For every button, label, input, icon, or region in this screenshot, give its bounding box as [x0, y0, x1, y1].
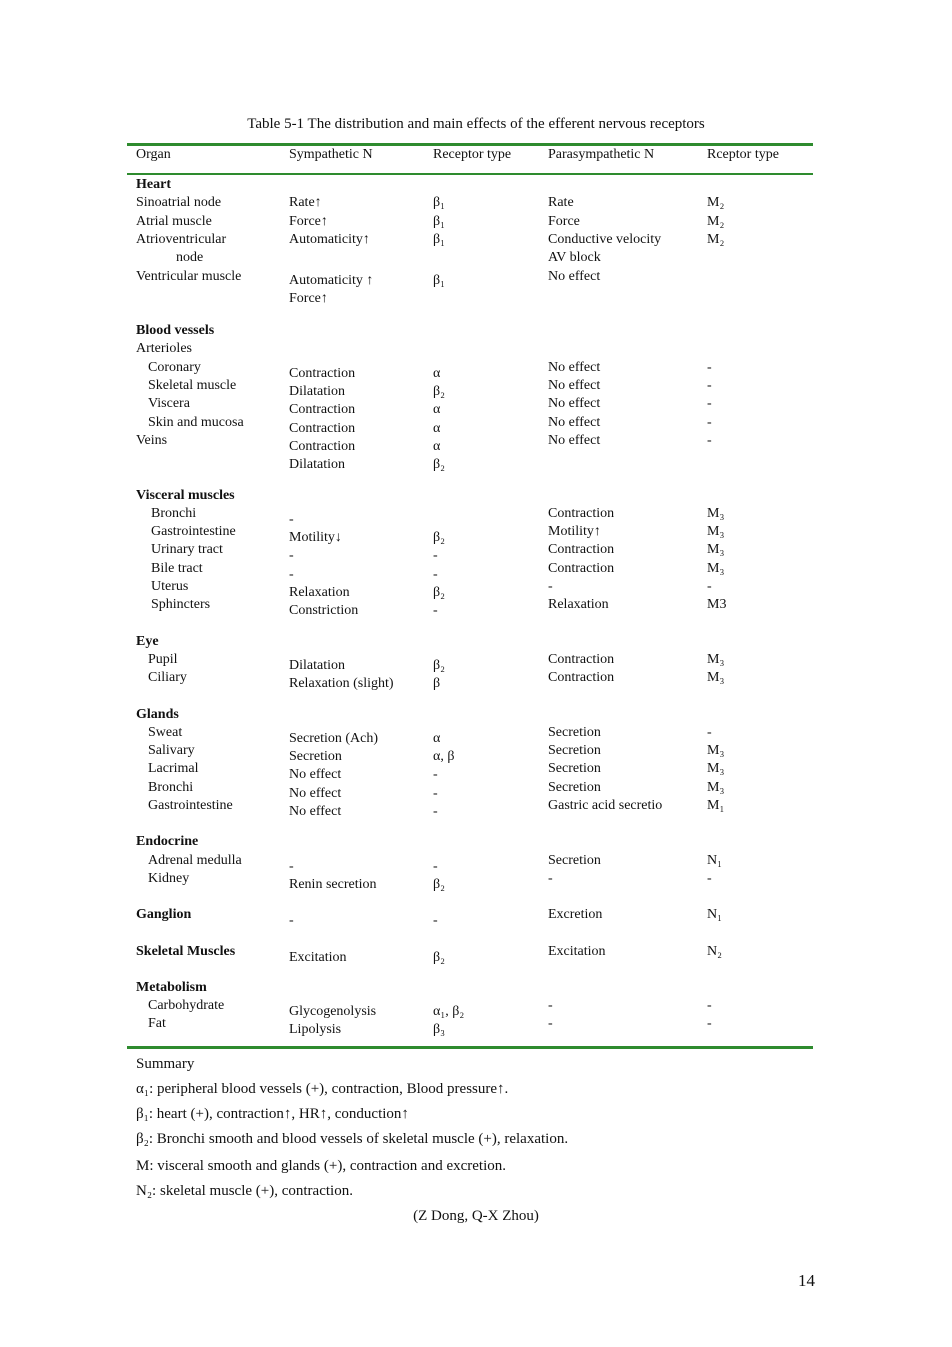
sympathetic-effect-cell: Relaxation (slight) [289, 676, 394, 692]
parasympathetic-receptor-cell: N₁ [707, 907, 722, 923]
summary-title: Summary [136, 1056, 195, 1072]
sympathetic-effect-cell: Secretion [289, 749, 342, 765]
sympathetic-effect-cell: Dilatation [289, 384, 345, 399]
parasympathetic-effect-cell: No effect [548, 359, 601, 375]
parasympathetic-effect-cell: Contraction [548, 542, 615, 558]
parasympathetic-effect-cell: Relaxation [548, 597, 609, 613]
sympathetic-receptor-cell: - [433, 804, 438, 819]
page-number: 14 [798, 1271, 815, 1290]
parasympathetic-effect-cell: No effect [548, 414, 601, 430]
organ-cell: Veins [136, 432, 168, 448]
organ-cell: Ventricular muscle [136, 268, 242, 284]
top-rule [127, 143, 813, 146]
sympathetic-effect-cell: - [289, 913, 294, 929]
parasympathetic-effect-cell: Contraction [548, 651, 615, 667]
sympathetic-receptor-cell: - [433, 603, 438, 619]
parasympathetic-effect-cell: Contraction [548, 505, 615, 521]
organ-cell: Pupil [148, 651, 178, 667]
parasympathetic-effect-cell: Secretion [548, 779, 601, 795]
section-heading: Skeletal Muscles [136, 943, 236, 959]
sympathetic-effect-cell: Automaticity↑ [289, 231, 370, 247]
sympathetic-receptor-cell: α [433, 365, 441, 381]
sympathetic-receptor-cell: - [433, 858, 438, 874]
sympathetic-effect-cell: Dilatation [289, 457, 345, 473]
parasympathetic-receptor-cell: M₃ [707, 542, 725, 558]
summary-line: β₁: heart (+), contraction↑, HR↑, conduction↑ [136, 1106, 409, 1122]
sympathetic-effect-cell: Contraction [289, 402, 356, 418]
sympathetic-effect-cell: - [289, 548, 294, 564]
parasympathetic-effect-cell: Excretion [548, 907, 603, 923]
parasympathetic-receptor-cell: M₃ [707, 779, 725, 795]
parasympathetic-receptor-cell: - [707, 870, 712, 886]
organ-cell: Arterioles [136, 341, 192, 357]
parasympathetic-effect-cell: Secretion [548, 743, 601, 759]
sympathetic-effect-cell: No effect [289, 767, 342, 783]
sympathetic-receptor-cell: β₂ [433, 876, 446, 892]
sympathetic-effect-cell: Excitation [289, 949, 347, 965]
organ-cell: Ciliary [148, 670, 187, 686]
sympathetic-effect-cell: Glycogenolysis [289, 1004, 377, 1020]
sympathetic-receptor-cell: - [433, 566, 438, 582]
parasympathetic-receptor-cell: - [707, 359, 712, 375]
header-sympathetic: Sympathetic N [289, 147, 373, 162]
organ-cell: Coronary [148, 359, 201, 375]
parasympathetic-effect-cell: Force [548, 213, 580, 229]
sympathetic-effect-cell: Lipolysis [289, 1022, 342, 1038]
section-heading: Glands [136, 706, 179, 722]
sympathetic-receptor-cell: α [433, 420, 441, 436]
sympathetic-effect-cell: Renin secretion [289, 876, 377, 892]
parasympathetic-effect-cell: No effect [548, 268, 601, 284]
sympathetic-effect-cell: Contraction [289, 365, 356, 381]
parasympathetic-receptor-cell: - [707, 724, 712, 740]
parasympathetic-receptor-cell: - [707, 396, 712, 412]
parasympathetic-effect-cell: - [548, 1016, 553, 1032]
parasympathetic-receptor-cell: M₃ [707, 505, 725, 521]
sympathetic-effect-cell: - [289, 858, 294, 874]
organ-cell: Lacrimal [148, 761, 199, 777]
organ-cell: Gastrointestine [148, 798, 233, 813]
parasympathetic-receptor-cell: M3 [707, 597, 727, 613]
section-heading: Blood vessels [136, 323, 215, 339]
parasympathetic-receptor-cell: - [707, 378, 712, 393]
parasympathetic-receptor-cell: M₂ [707, 231, 725, 247]
sympathetic-effect-cell: No effect [289, 804, 342, 819]
sympathetic-receptor-cell: β₂ [433, 657, 446, 673]
parasympathetic-receptor-cell: M₁ [707, 798, 725, 813]
parasympathetic-receptor-cell: M₃ [707, 743, 725, 759]
parasympathetic-receptor-cell: M₂ [707, 195, 725, 211]
parasympathetic-receptor-cell: - [707, 414, 712, 430]
organ-cell: Adrenal medulla [148, 852, 242, 868]
sympathetic-effect-cell: - [289, 511, 294, 527]
sympathetic-receptor-cell: β₁ [433, 195, 446, 211]
parasympathetic-receptor-cell: N₂ [707, 943, 722, 959]
sympathetic-receptor-cell: - [433, 767, 438, 783]
summary-line: α₁: peripheral blood vessels (+), contraction, Blood pressure↑. [136, 1081, 509, 1097]
parasympathetic-effect-cell: Contraction [548, 670, 615, 686]
parasympathetic-receptor-cell: N₁ [707, 852, 722, 868]
parasympathetic-receptor-cell: - [707, 579, 712, 594]
parasympathetic-receptor-cell: M₂ [707, 213, 725, 229]
parasympathetic-effect-cell: Excitation [548, 943, 606, 959]
sympathetic-effect-cell: No effect [289, 785, 342, 801]
sympathetic-receptor-cell: β₁ [433, 231, 446, 247]
section-heading: Ganglion [136, 907, 192, 923]
parasympathetic-effect-cell: Gastric acid secretio [548, 798, 663, 813]
parasympathetic-effect-cell: No effect [548, 432, 601, 448]
header-receptor-type: Receptor type [433, 147, 512, 162]
parasympathetic-receptor-cell: M₃ [707, 524, 725, 540]
parasympathetic-effect-cell: - [548, 579, 553, 594]
sympathetic-receptor-cell: β₂ [433, 457, 446, 473]
parasympathetic-effect-cell: No effect [548, 378, 601, 393]
sympathetic-receptor-cell: - [433, 785, 438, 801]
section-heading: Eye [136, 633, 159, 649]
sympathetic-effect-cell: Rate↑ [289, 195, 322, 211]
parasympathetic-receptor-cell: - [707, 432, 712, 448]
organ-cell: Sphincters [151, 597, 211, 613]
parasympathetic-receptor-cell: M₃ [707, 560, 725, 576]
parasympathetic-effect-cell: - [548, 870, 553, 886]
sympathetic-receptor-cell: α₁, β₂ [433, 1004, 465, 1020]
parasympathetic-effect-cell: Secretion [548, 761, 601, 777]
sympathetic-effect-cell: - [289, 566, 294, 582]
sympathetic-effect-cell: Contraction [289, 438, 356, 454]
parasympathetic-effect-cell: No effect [548, 396, 601, 412]
organ-cell: Atrioventricular [136, 231, 227, 247]
parasympathetic-effect-cell: Conductive velocity [548, 231, 662, 247]
sympathetic-receptor-cell: β₁ [433, 213, 446, 229]
organ-cell: Sweat [148, 724, 183, 740]
section-heading: Metabolism [136, 979, 207, 995]
sympathetic-receptor-cell: β₂ [433, 949, 446, 965]
sympathetic-receptor-cell: α [433, 402, 441, 418]
parasympathetic-receptor-cell: M₃ [707, 761, 725, 777]
sympathetic-effect-cell: Contraction [289, 420, 356, 436]
organ-cell: Viscera [148, 396, 190, 412]
organ-cell: Gastrointestine [151, 524, 236, 540]
sympathetic-receptor-cell: - [433, 548, 438, 564]
parasympathetic-receptor-cell: M₃ [707, 670, 725, 686]
organ-cell: Sinoatrial node [136, 195, 222, 211]
organ-cell: Skeletal muscle [148, 378, 237, 393]
sympathetic-receptor-cell: β₂ [433, 530, 446, 546]
header-rceptor-type: Rceptor type [707, 147, 779, 162]
sympathetic-receptor-cell: β₃ [433, 1022, 446, 1038]
organ-cell: Urinary tract [151, 542, 223, 558]
parasympathetic-receptor-cell: M₃ [707, 651, 725, 667]
parasympathetic-effect-cell: AV block [548, 250, 601, 266]
section-heading: Heart [136, 177, 171, 192]
sympathetic-receptor-cell: β₂ [433, 585, 446, 600]
parasympathetic-effect-cell: Motility↑ [548, 524, 601, 540]
parasympathetic-effect-cell: Secretion [548, 724, 601, 740]
sympathetic-effect-cell: Force↑ [289, 213, 328, 229]
parasympathetic-receptor-cell: - [707, 998, 712, 1014]
sympathetic-receptor-cell: α [433, 438, 441, 454]
organ-cell: Salivary [148, 743, 195, 759]
sympathetic-effect-cell: Automaticity ↑ [289, 272, 374, 288]
summary-line: M: visceral smooth and glands (+), contraction and excretion. [136, 1158, 507, 1174]
sympathetic-effect-cell: Secretion (Ach) [289, 730, 379, 746]
organ-cell: Carbohydrate [148, 998, 225, 1014]
sympathetic-effect-cell: Constriction [289, 603, 359, 619]
sympathetic-effect-cell: Force↑ [289, 290, 328, 306]
parasympathetic-effect-cell: Secretion [548, 852, 601, 868]
sympathetic-effect-cell: Dilatation [289, 657, 345, 673]
organ-cell: Atrial muscle [136, 213, 212, 229]
organ-cell: Bile tract [151, 560, 203, 576]
section-heading: Endocrine [136, 834, 199, 850]
sympathetic-effect-cell: Relaxation [289, 585, 350, 600]
parasympathetic-effect-cell: Rate [548, 195, 574, 211]
organ-cell: Bronchi [148, 779, 194, 795]
sympathetic-receptor-cell: α [433, 730, 441, 746]
sympathetic-effect-cell: Motility↓ [289, 530, 342, 546]
sympathetic-receptor-cell: β₂ [433, 384, 446, 399]
organ-cell: node [176, 250, 204, 266]
section-heading: Visceral muscles [136, 487, 235, 503]
sympathetic-receptor-cell: β [433, 676, 441, 692]
organ-cell: Uterus [151, 579, 189, 594]
summary-line: β₂: Bronchi smooth and blood vessels of skeletal muscle (+), relaxation. [136, 1131, 569, 1147]
sympathetic-receptor-cell: - [433, 913, 438, 929]
summary-line: N₂: skeletal muscle (+), contraction. [136, 1183, 353, 1199]
sympathetic-receptor-cell: α, β [433, 749, 455, 765]
attribution: (Z Dong, Q-X Zhou) [413, 1208, 539, 1224]
organ-cell: Fat [148, 1016, 166, 1032]
header-rule [127, 173, 813, 175]
parasympathetic-effect-cell: - [548, 998, 553, 1014]
parasympathetic-effect-cell: Contraction [548, 560, 615, 576]
sympathetic-receptor-cell: β₁ [433, 272, 446, 288]
organ-cell: Bronchi [151, 505, 197, 521]
header-parasympathetic: Parasympathetic N [548, 147, 655, 162]
organ-cell: Kidney [148, 870, 190, 886]
bottom-rule [127, 1046, 813, 1049]
header-organ: Organ [136, 147, 171, 162]
table-caption: Table 5-1 The distribution and main effects of the efferent nervous receptors [247, 116, 705, 132]
parasympathetic-receptor-cell: - [707, 1016, 712, 1032]
organ-cell: Skin and mucosa [148, 414, 244, 430]
